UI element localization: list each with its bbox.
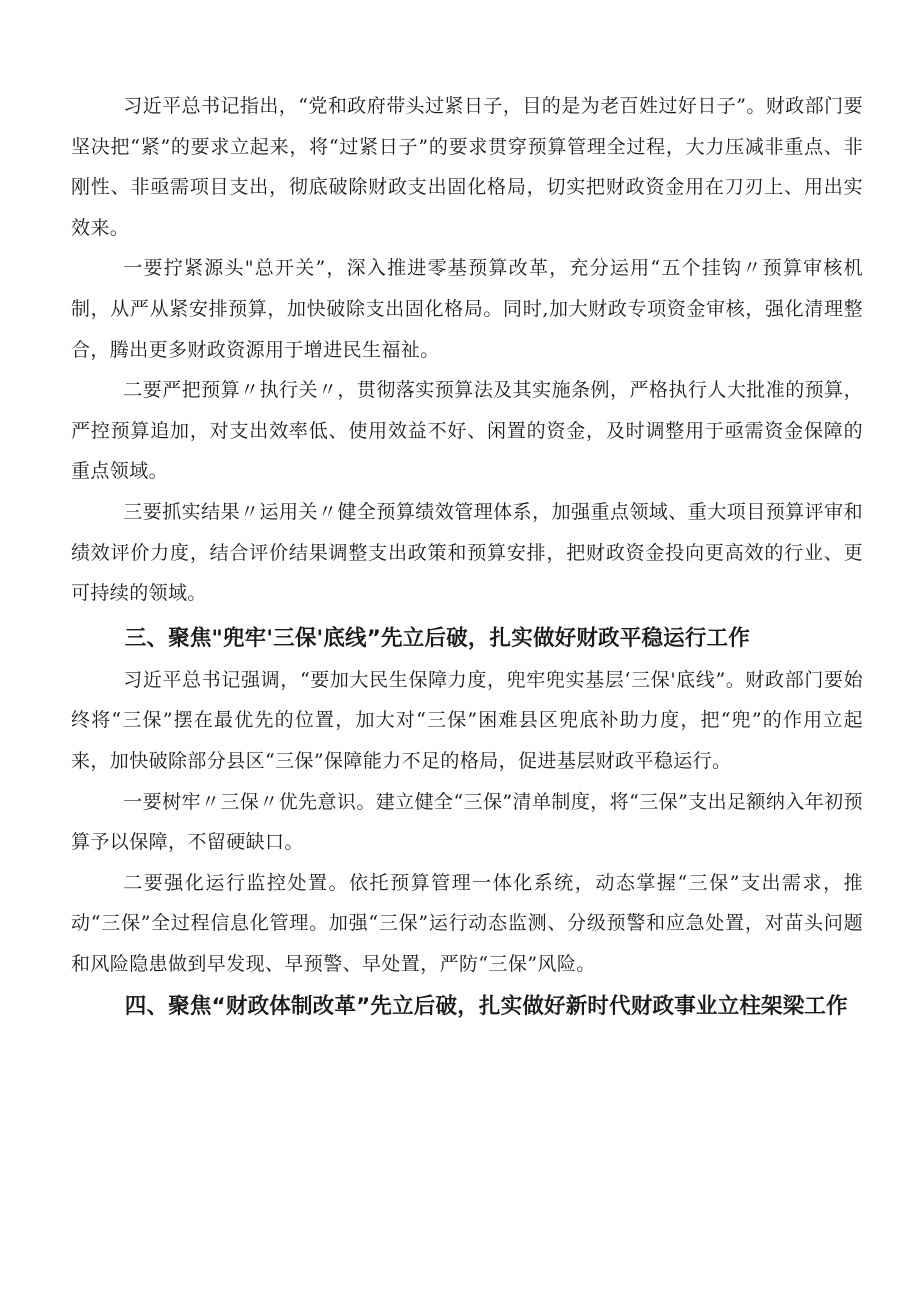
section3-point-1: 一要树牢〃三保〃优先意识。建立健全“三保”清单制度，将“三保”支出足额纳入年初预算予以保障，不留硬缺口。 — [71, 790, 863, 854]
paragraph-point-1: 一要拧紧源头"总开关”，深入推进零基预算改革，充分运用“五个挂钩〃预算审核机制，从严从紧安排预算，加快破除支出固化格局。同时,加大财政专项资金审核，强化清理整合，腾出更多财政资源用于增进民生福祉。 — [71, 257, 863, 361]
section-heading-3: 三、聚焦"兜牢'三保'底线”先立后破，扎实做好财政平稳运行工作 — [124, 625, 750, 651]
section-heading-4: 四、聚焦“财政体制改革”先立后破，扎实做好新时代财政事业立柱架梁工作 — [124, 994, 848, 1020]
paragraph-point-3: 三要抓实结果〃运用关〃健全预算绩效管理体系，加强重点领域、重大项目预算评审和绩效评价力度，结合评价结果调整支出政策和预算安排，把财政资金投向更高效的行业、更可持续的领域。 — [71, 500, 863, 605]
paragraph-intro: 习近平总书记指出，“党和政府带头过紧日子，目的是为老百姓过好日子”。财政部门要坚决把“紧”的要求立起来，将“过紧日子”的要求贯穿预算管理全过程，大力压减非重点、非刚性、非亟需项目支出，彻底破除财政支出固化格局，切实把财政资金用在刀刃上、用出实效来。 — [71, 95, 863, 239]
document-page — [71, 86, 863, 1027]
section3-intro-paragraph: 习近平总书记强调，“要加大民生保障力度，兜牢兜实基层‘三保'底线”。财政部门要始终将“三保”摆在最优先的位置，加大对“三保”困难县区兜底补助力度，把“兜”的作用立起来，加快破除部分县区“三保”保障能力不足的格局，促进基层财政平稳运行。 — [71, 668, 863, 772]
paragraph-point-2: 二要严把预算〃执行关〃，贯彻落实预算法及其实施条例，严格执行人大批准的预算，严控预算追加，对支出效率低、使用效益不好、闲置的资金，及时调整用于亟需资金保障的重点领域。 — [71, 379, 863, 483]
section3-point-2: 二要强化运行监控处置。依托预算管理一体化系统，动态掌握“三保”支出需求，推动“三保”全过程信息化管理。加强“三保”运行动态监测、分级预警和应急处置，对苗头问题和风险隐患做到早发现、早预警、早处置，严防“三保”风险。 — [71, 871, 863, 975]
